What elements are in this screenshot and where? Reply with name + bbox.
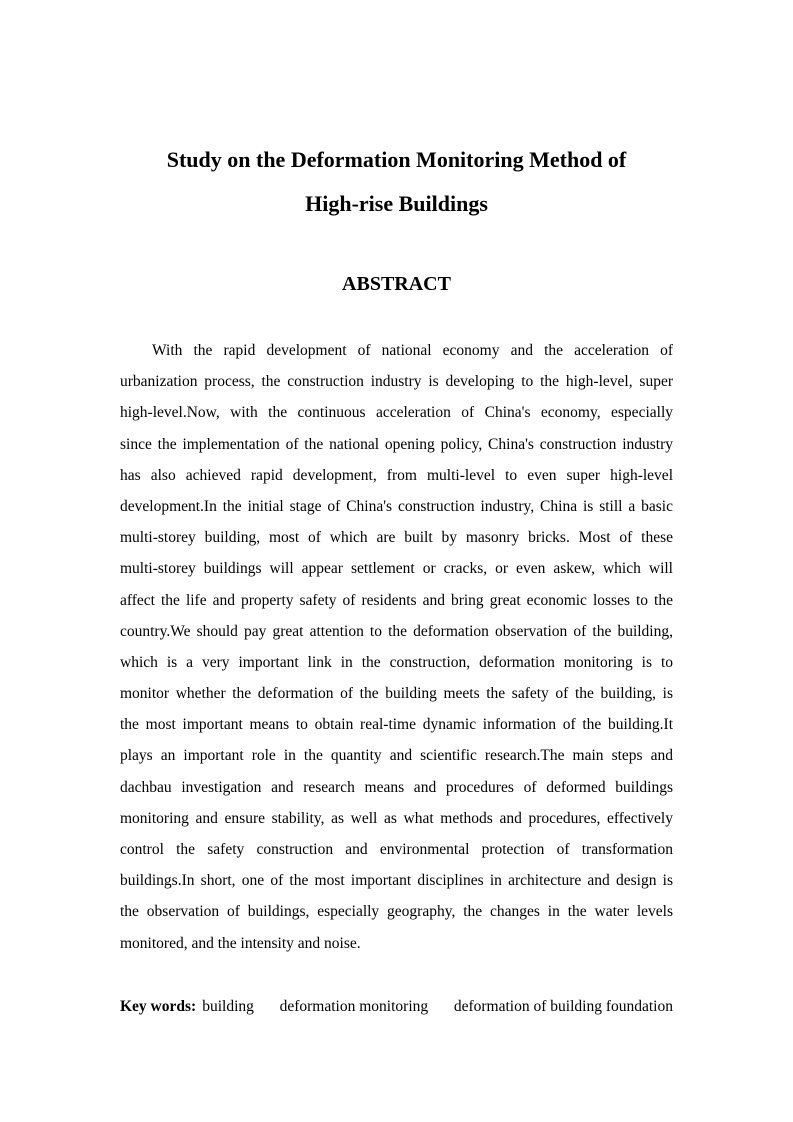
abstract-line: With the rapid development of national economy and the acceleration of [152, 342, 673, 359]
abstract-line: affect the life and property safety of residents and bring great economic losses to the [120, 591, 673, 609]
abstract-line: has also achieved rapid development, from multi-level to even super high-level [120, 466, 673, 484]
abstract-line: multi-storey building, most of which are built by masonry bricks. Most of these [120, 529, 673, 547]
abstract-line: the observation of buildings, especially geography, the changes in the water levels [120, 903, 673, 921]
abstract-line: control the safety construction and environmental protection of transformation [120, 841, 673, 858]
abstract-line: monitored, and the intensity and noise. [120, 934, 361, 952]
keyword-item: building [202, 998, 254, 1015]
keywords-label: Key words: [120, 998, 197, 1015]
keywords-group [120, 994, 254, 1020]
abstract-line: since the implementation of the national opening policy, China's construction industry [120, 435, 673, 453]
abstract-line: dachbau investigation and research means and procedures of deformed buildings [120, 778, 673, 796]
abstract-line: monitor whether the deformation of the building meets the safety of the building, is [120, 685, 673, 703]
title-line-2: High-rise Buildings [305, 191, 488, 216]
abstract-line: urbanization process, the construction industry is developing to the high-level, super [120, 373, 673, 391]
abstract-line: monitoring and ensure stability, as well as what methods and procedures, effectively [120, 809, 673, 827]
keywords-line [120, 994, 673, 1020]
abstract-line: plays an important role in the quantity and scientific research.The main steps and [120, 747, 673, 765]
abstract-line: the most important means to obtain real-time dynamic information of the building.It [120, 716, 673, 734]
abstract-line: which is a very important link in the construction, deformation monitoring is to [120, 653, 673, 671]
page-title [100, 141, 693, 223]
keyword-item: deformation of building foundation [453, 998, 673, 1015]
abstract-line: high-level.Now, with the continuous acceleration of China's economy, especially [120, 404, 673, 422]
abstract-heading: ABSTRACT [342, 273, 451, 295]
keyword-item: deformation monitoring [279, 998, 429, 1015]
abstract-line: buildings.In short, one of the most important disciplines in architecture and design is [120, 872, 673, 890]
abstract-body [120, 338, 673, 962]
abstract-line: development.In the initial stage of China's construction industry, China is still a basic [120, 497, 673, 515]
abstract-line: country.We should pay great attention to the deformation observation of the building, [120, 622, 673, 640]
title-line-1: Study on the Deformation Monitoring Method of [166, 147, 627, 172]
abstract-line: multi-storey buildings will appear settlement or cracks, or even askew, which will [120, 560, 673, 578]
